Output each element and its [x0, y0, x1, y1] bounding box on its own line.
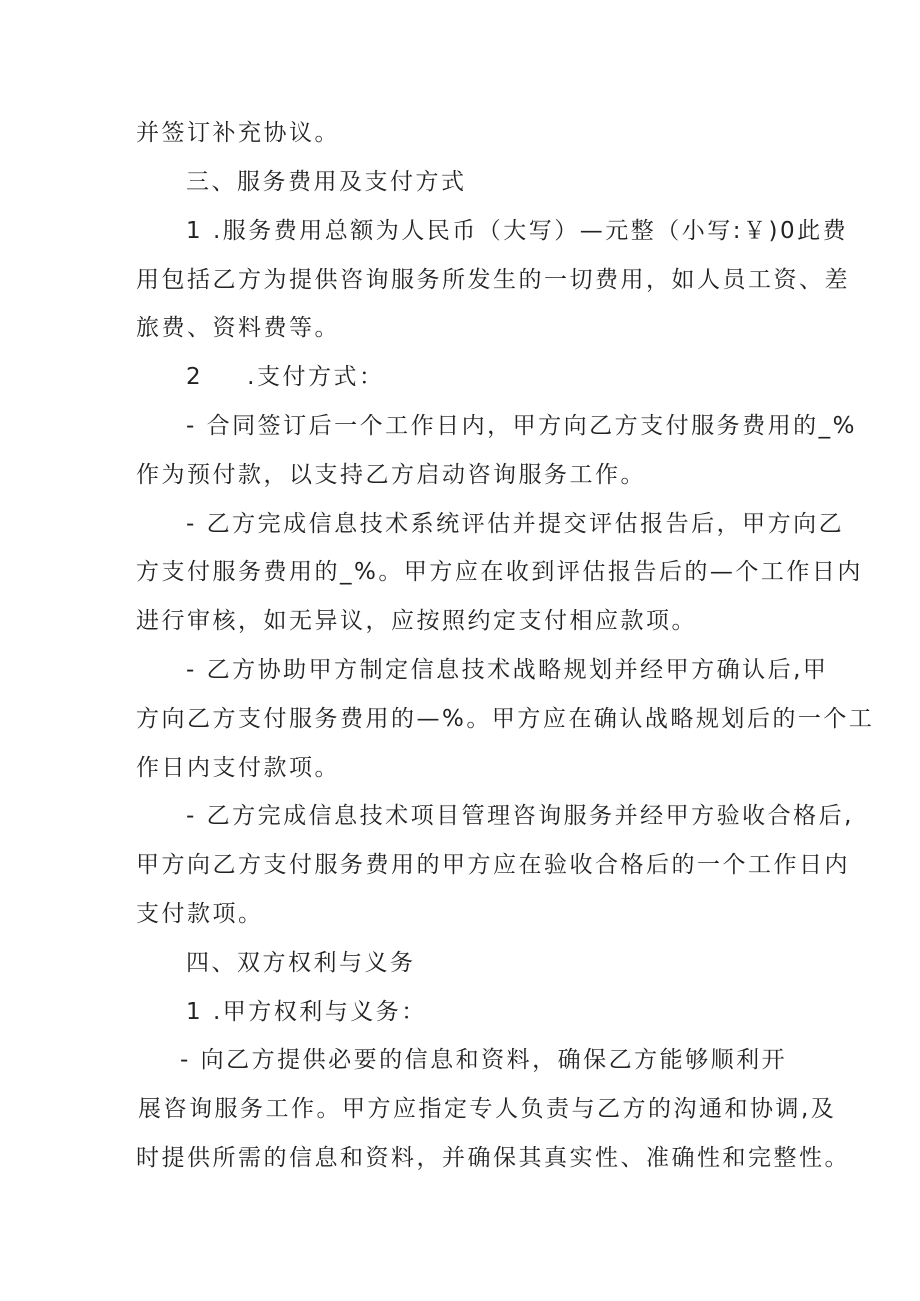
list-item: - 乙方完成信息技术系统评估并提交评估报告后，甲方向乙 — [186, 511, 845, 537]
text-line: 作为预付款，以支持乙方启动咨询服务工作。 — [136, 462, 646, 488]
text-line: 甲方向乙方支付服务费用的甲方应在验收合格后的一个工作日内 — [136, 852, 850, 878]
text-line: 1 .服务费用总额为人民币（大写）—元整（小写:￥)0此费 — [186, 218, 849, 244]
text-line: 方支付服务费用的_%。甲方应在收到评估报告后的—个工作日内 — [136, 559, 863, 585]
text-line: 支付款项。 — [136, 901, 264, 927]
list-item: - 乙方协助甲方制定信息技术战略规划并经甲方确认后,甲 — [186, 657, 829, 683]
text-line: 作日内支付款项。 — [136, 755, 340, 781]
text-line: 进行审核，如无异议，应按照约定支付相应款项。 — [136, 608, 697, 634]
list-item: - 向乙方提供必要的信息和资料，确保乙方能够顺利开 — [180, 1047, 788, 1073]
text-line: 并签订补充协议。 — [136, 120, 340, 146]
text-line — [186, 362, 384, 392]
text-line: 时提供所需的信息和资料，并确保其真实性、准确性和完整性。 — [136, 1145, 850, 1171]
list-item: - 乙方完成信息技术项目管理咨询服务并经甲方验收合格后, — [186, 803, 854, 829]
text-line: 方向乙方支付服务费用的—%。甲方应在确认战略规划后的一个工 — [136, 706, 875, 732]
text-line: 1 .甲方权利与义务： — [186, 999, 427, 1025]
section-heading: 四、双方权利与义务 — [186, 950, 416, 976]
text-line: 旅费、资料费等。 — [136, 315, 340, 341]
item-number: 2 — [186, 364, 204, 390]
list-item: - 合同签订后一个工作日内，甲方向乙方支付服务费用的_% — [186, 413, 857, 439]
text-line: 展咨询服务工作。甲方应指定专人负责与乙方的沟通和协调,及 — [138, 1096, 837, 1122]
item-title: .支付方式： — [247, 364, 385, 390]
text-line: 用包括乙方为提供咨询服务所发生的一切费用，如人员工资、差 — [136, 267, 850, 293]
section-heading: 三、服务费用及支付方式 — [186, 169, 467, 195]
